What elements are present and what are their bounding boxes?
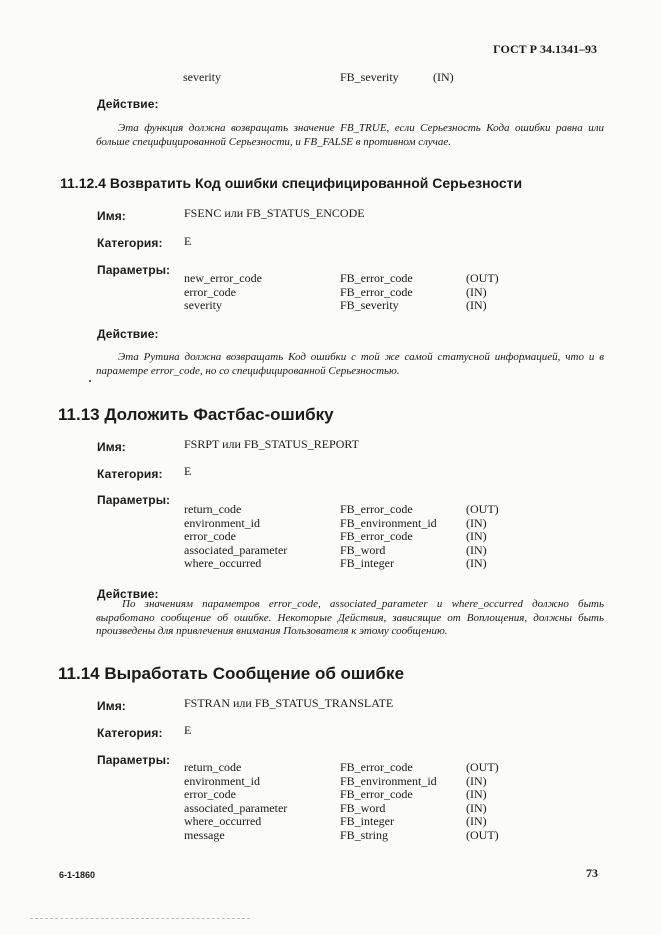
action-text: По значениям параметров error_code, associated_parameter и where_occurred должно быть выработано сообщение об ошибке. Некоторые Действия, зависящие от Воплощения, должны быть произведены для привлечения внимания Пользователя к этому сообщению. xyxy=(96,598,604,637)
param-name: new_error_code xyxy=(184,271,262,285)
param-direction: (IN) xyxy=(466,298,487,312)
param-direction: (IN) xyxy=(466,284,487,299)
name-label: Имя: xyxy=(97,440,126,454)
param-direction: (IN) xyxy=(466,814,487,828)
param-direction: (IN) xyxy=(466,556,487,570)
param-type: FB_error_code xyxy=(340,760,413,774)
page-number: 73 xyxy=(586,866,598,880)
param-name: message xyxy=(184,827,225,842)
category-value: E xyxy=(184,464,192,478)
param-name: environment_id xyxy=(184,773,260,788)
section-heading-11-13: 11.13 Доложить Фастбас-ошибку xyxy=(58,405,334,424)
category-label: Категория: xyxy=(97,236,163,250)
action-text: Эта функция должна возвращать значение FB_TRUE, если Серьезность Кода ошибки равна или больше специфицированной Серьезности, и FB_FALSE в противном случае. xyxy=(96,122,604,148)
params-label: Параметры: xyxy=(97,753,171,767)
param-direction: (IN) xyxy=(466,773,487,788)
param-direction: (IN) xyxy=(466,529,487,543)
param-type: FB_word xyxy=(340,800,386,815)
action-label: Действие: xyxy=(97,97,159,111)
section-heading-11-14: 11.14 Выработать Сообщение об ошибке xyxy=(58,664,405,683)
param-type: FB_string xyxy=(340,827,389,842)
action-label: Действие: xyxy=(97,327,159,341)
param-name: associated_parameter xyxy=(184,800,288,815)
param-direction: (OUT) xyxy=(466,827,499,842)
param-direction: (OUT) xyxy=(466,502,499,516)
param-direction: (IN) xyxy=(466,515,487,530)
speck-mark xyxy=(89,380,91,382)
params-label: Параметры: xyxy=(97,493,171,507)
param-type: FB_error_code xyxy=(340,529,413,543)
param-type: FB_error_code xyxy=(340,271,413,285)
param-name: error_code xyxy=(184,284,236,299)
name-label: Имя: xyxy=(97,209,126,223)
param-type: FB_integer xyxy=(340,814,394,828)
name-value: FSENC или FB_STATUS_ENCODE xyxy=(184,206,365,220)
name-value: FSTRAN или FB_STATUS_TRANSLATE xyxy=(184,696,394,710)
category-value: E xyxy=(184,234,192,248)
param-type: FB_severity xyxy=(340,70,399,84)
name-label: Имя: xyxy=(97,699,126,713)
param-name: severity xyxy=(183,70,221,84)
category-value: E xyxy=(184,723,192,737)
param-direction: (IN) xyxy=(466,542,487,557)
param-name: return_code xyxy=(184,760,242,774)
category-label: Категория: xyxy=(97,726,163,740)
param-name: where_occurred xyxy=(184,556,262,570)
section-heading-11-12-4: 11.12.4 Возвратить Код ошибки специфицированной Серьезности xyxy=(60,175,523,191)
scan-edge-line xyxy=(30,918,250,919)
param-type: FB_severity xyxy=(340,298,399,312)
param-name: severity xyxy=(184,298,222,312)
param-name: error_code xyxy=(184,787,236,801)
param-name: environment_id xyxy=(184,515,260,530)
param-type: FB_error_code xyxy=(340,284,413,299)
param-direction: (OUT) xyxy=(466,271,499,285)
param-type: FB_word xyxy=(340,542,386,557)
param-direction: (IN) xyxy=(466,787,487,801)
param-type: FB_error_code xyxy=(340,787,413,801)
param-name: associated_parameter xyxy=(184,542,288,557)
action-label: Действие: xyxy=(97,587,159,601)
param-type: FB_error_code xyxy=(340,502,413,516)
param-direction: (IN) xyxy=(466,800,487,815)
param-type: FB_integer xyxy=(340,556,394,570)
params-label: Параметры: xyxy=(97,263,171,277)
param-type: FB_environment_id xyxy=(340,515,437,530)
standard-code: ГОСТ Р 34.1341–93 xyxy=(493,42,597,56)
param-direction: (OUT) xyxy=(466,760,499,774)
param-name: return_code xyxy=(184,502,242,516)
param-name: error_code xyxy=(184,529,236,543)
name-value: FSRPT или FB_STATUS_REPORT xyxy=(184,437,359,451)
print-code: 6-1-1860 xyxy=(59,870,96,880)
param-direction: (IN) xyxy=(433,70,454,84)
category-label: Категория: xyxy=(97,467,163,481)
param-type: FB_environment_id xyxy=(340,773,437,788)
action-text: Эта Рутина должна возвращать Код ошибки с той же самой статусной информацией, что и в параметре error_code, но со специфицированной Серьезностью. xyxy=(96,351,604,377)
param-name: where_occurred xyxy=(184,814,262,828)
